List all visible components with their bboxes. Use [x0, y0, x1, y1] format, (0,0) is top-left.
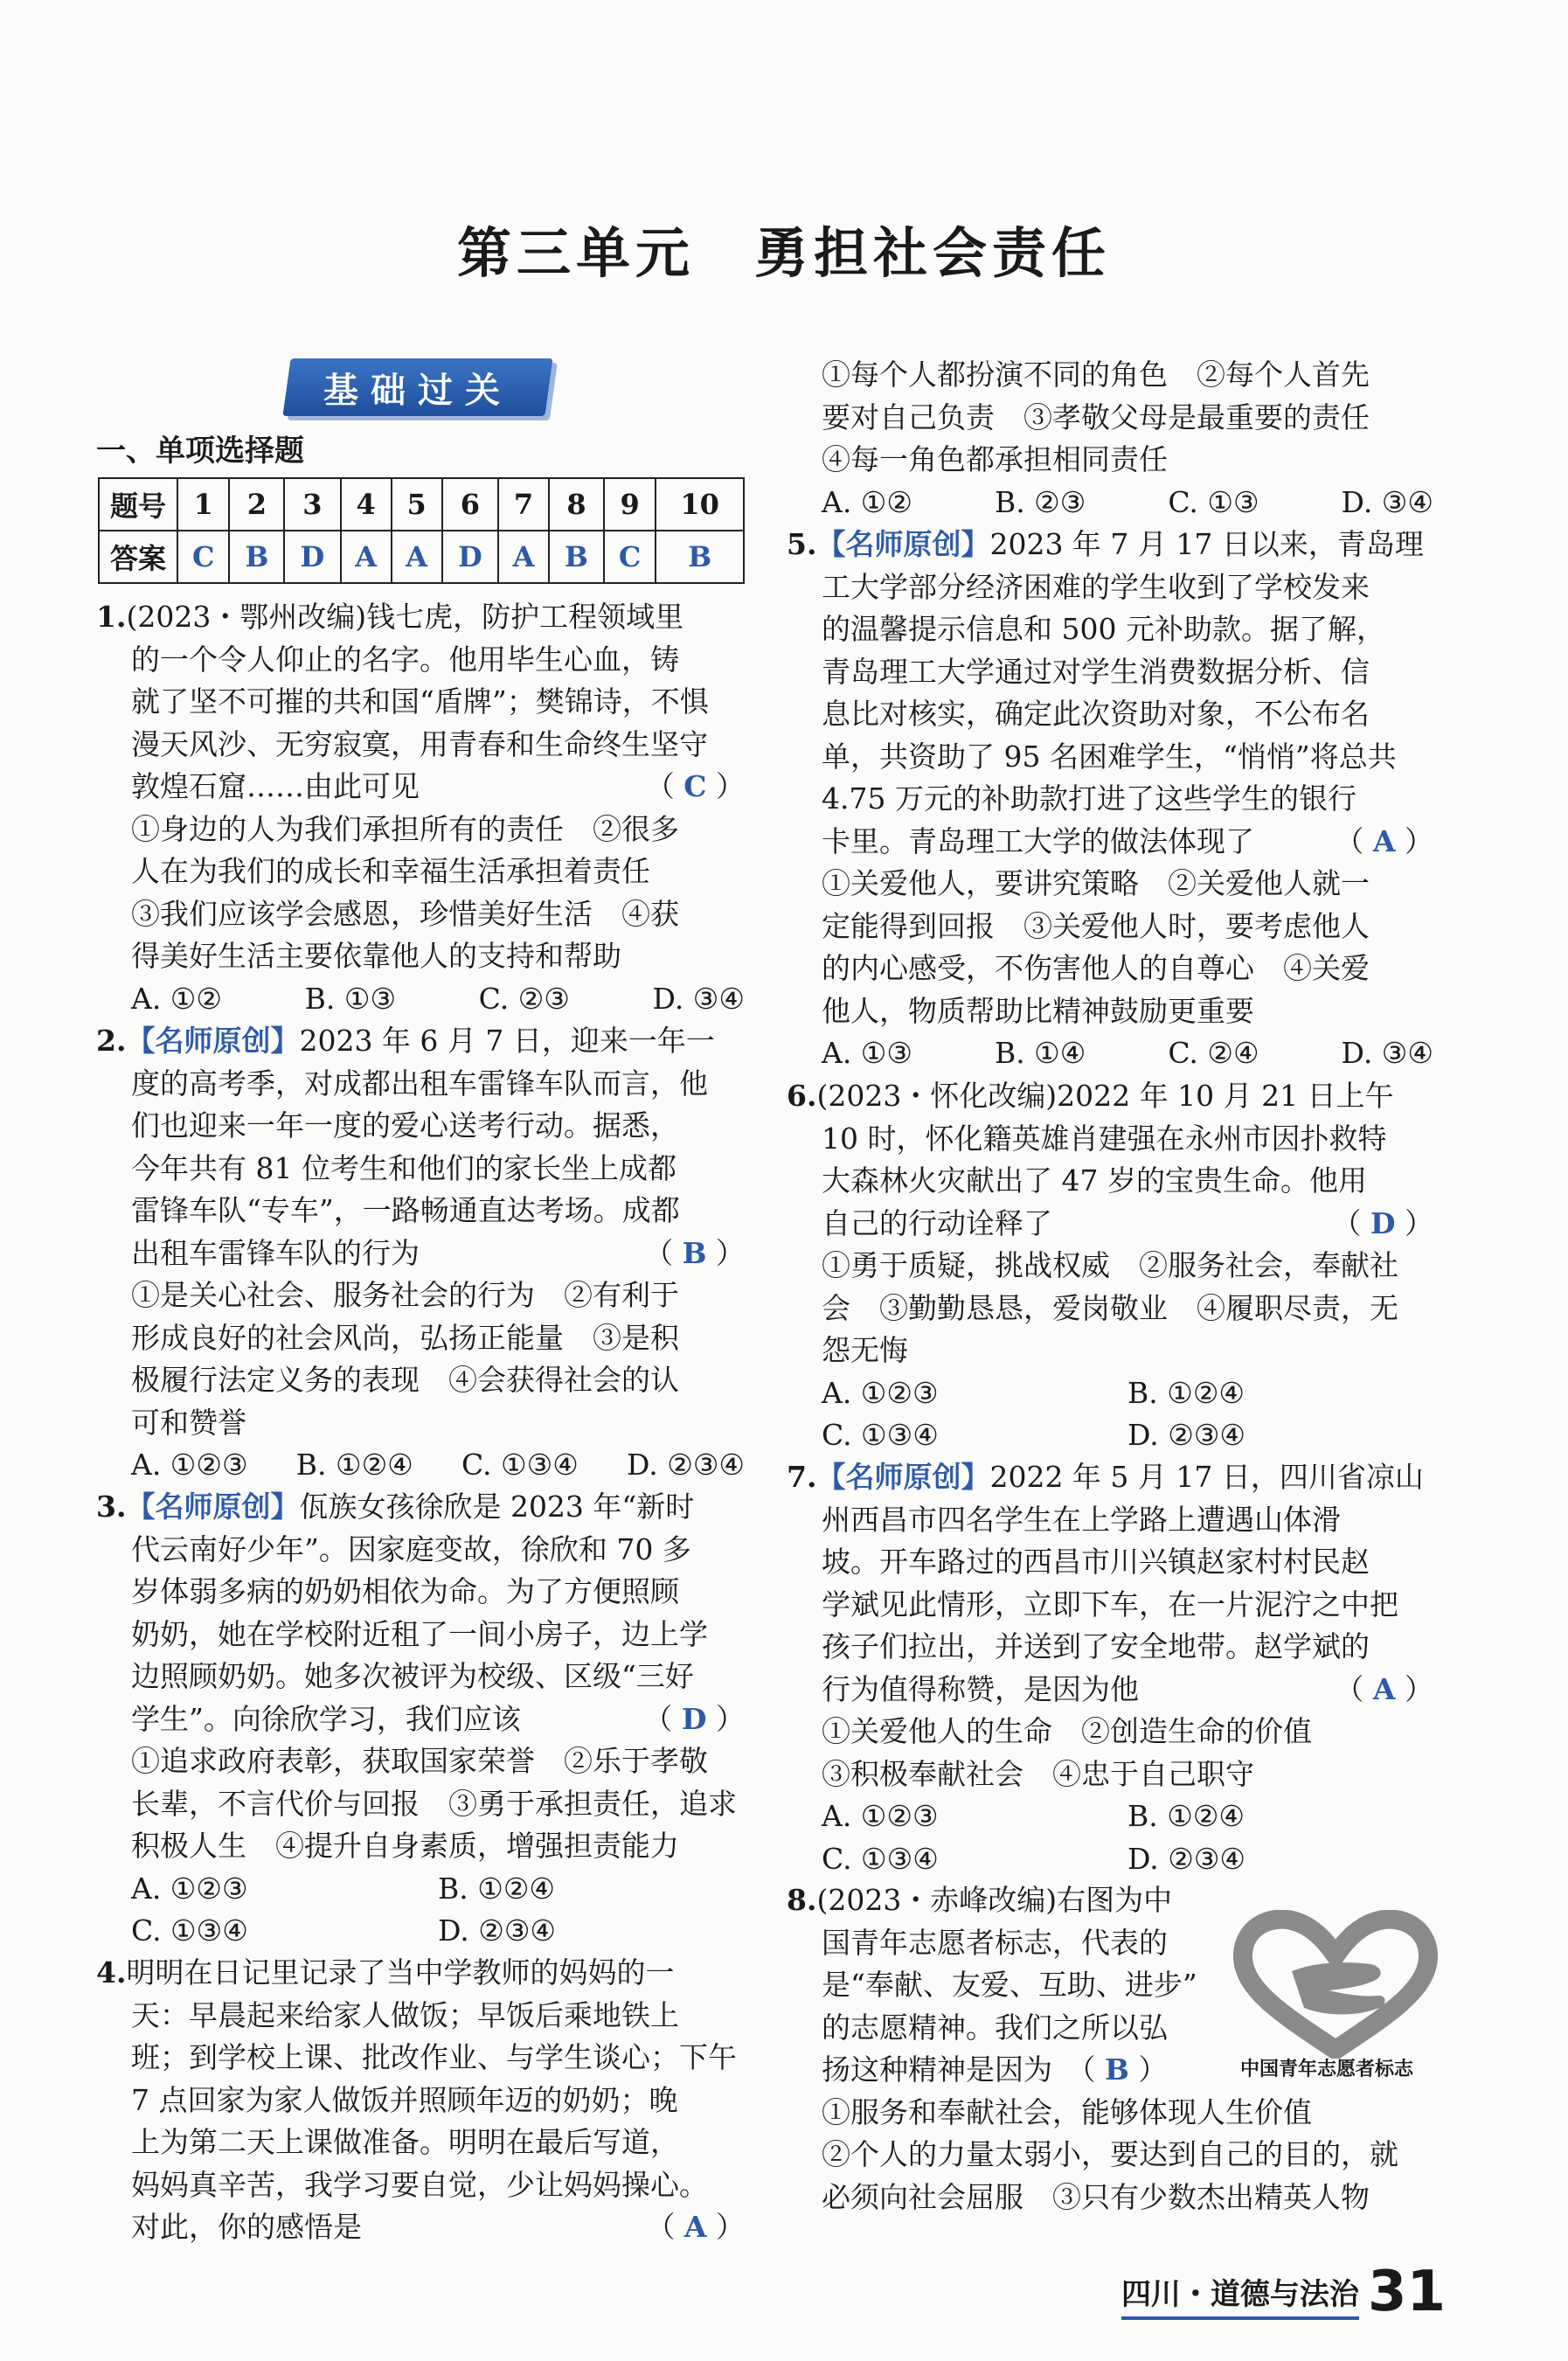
options-row [822, 482, 1433, 524]
question-5 [787, 524, 1433, 1075]
option: A. ①②③ [131, 1448, 248, 1482]
statement-line: ③积极奉献社会 ④忠于自己职守 [822, 1756, 1254, 1791]
section-banner [282, 358, 552, 416]
source-tag: 【名师原创】 [816, 527, 990, 561]
banner-label: 基础过关 [323, 370, 512, 411]
answer-bracket: （ A ） [1335, 823, 1433, 858]
question-stem-line: (2023・赤峰改编)右图为中 [816, 1883, 1173, 1917]
option: B. ①②④ [1127, 1375, 1245, 1410]
option: A. ①② [822, 484, 912, 519]
answer-table-number: 1 [177, 478, 229, 531]
heart-hand-icon [1231, 1910, 1440, 2059]
option: C. ②③ [478, 981, 570, 1016]
option: A. ①②③ [822, 1375, 939, 1410]
statement-line: 会 ③勤勤恳恳，爱岗敬业 ④履职尽责，无 [822, 1290, 1398, 1325]
statement-line: 怨无悔 [822, 1333, 908, 1367]
answer-table-number: 5 [392, 478, 442, 531]
question-stem-line: 4.75 万元的补助款打进了这些学生的银行 [822, 781, 1356, 816]
answer-table-number: 8 [549, 478, 604, 531]
answer-table-number: 10 [656, 478, 744, 531]
statement-line: 极履行法定义务的表现 ④会获得社会的认 [131, 1363, 679, 1397]
statement-line: ①追求政府表彰，获取国家荣誉 ②乐于孝敬 [131, 1744, 708, 1778]
option: D. ②③④ [438, 1913, 557, 1948]
options-row [131, 1444, 745, 1487]
answer-bracket: （ D ） [1332, 1205, 1433, 1240]
statement-line: 形成良好的社会风尚，弘扬正能量 ③是积 [131, 1320, 679, 1355]
question-stem-line: (2023・怀化改编)2022 年 10 月 21 日上午 [816, 1079, 1394, 1113]
statement-line: 他人，物质帮助比精神鼓励更重要 [822, 993, 1254, 1028]
answer-table-answer: A [392, 531, 442, 583]
answer-mark: C [683, 769, 707, 803]
question-stem-line: 对此，你的感悟是 [131, 2210, 362, 2244]
statement-line: ①每个人都扮演不同的角色 ②每个人首先 [822, 358, 1370, 392]
statement-line: ①勇于质疑，挑战权威 ②服务社会，奉献社 [822, 1248, 1398, 1282]
statement-line: ③我们应该学会感恩，珍惜美好生活 ④获 [131, 896, 679, 931]
options-grid [822, 1795, 1433, 1880]
source-tag: 【名师原创】 [126, 1490, 300, 1524]
question-stem-line: 妈妈真辛苦，我学习要自觉，少让妈妈操心。 [131, 2167, 708, 2202]
answer-mark: B [1105, 2052, 1129, 2087]
question-1 [96, 596, 745, 1020]
footer-subject: 四川・道德与法治 [1121, 2270, 1359, 2320]
question-stem-line: 漫天风沙、无穷寂寞，用青春和生命终生坚守 [131, 726, 708, 761]
answer-table-answer: B [656, 531, 744, 583]
question-stem-line: 大森林火灾献出了 47 岁的宝贵生命。他用 [822, 1163, 1367, 1198]
option: B. ①②④ [1127, 1799, 1245, 1833]
statement-line: 可和赞誉 [131, 1405, 246, 1440]
answer-table-answer: B [229, 531, 284, 583]
answer-table [98, 477, 745, 584]
question-stem-line: 天：早晨起来给家人做饭；早饭后乘地铁上 [131, 1997, 679, 2032]
question-stem-line: 卡里。青岛理工大学的做法体现了 [822, 823, 1254, 858]
options-row [822, 1032, 1433, 1075]
answer-table-number: 3 [284, 478, 340, 531]
statement-line: 人在为我们的成长和幸福生活承担着责任 [131, 854, 650, 888]
option: B. ①②④ [295, 1448, 413, 1482]
statement-line: 积极人生 ④提升自身素质，增强担责能力 [131, 1829, 679, 1863]
option: A. ①②③ [822, 1799, 939, 1833]
option: A. ①② [131, 981, 222, 1016]
answer-table-header-label: 题号 [99, 478, 177, 531]
answer-table-answer-label: 答案 [99, 531, 177, 583]
question-2 [96, 1020, 745, 1487]
answer-table-answer: A [498, 531, 549, 583]
answer-table-number: 6 [442, 478, 498, 531]
answer-bracket: （ B ） [644, 1235, 745, 1270]
question-stem-line: (2023・鄂州改编)钱七虎，防护工程领域里 [126, 600, 684, 634]
answer-bracket: （ A ） [646, 2210, 745, 2244]
option: D. ③④ [1341, 484, 1433, 519]
question-6 [787, 1075, 1433, 1457]
option: B. ①④ [994, 1036, 1086, 1070]
question-stem-line: 的温馨提示信息和 500 元补助款。据了解， [822, 612, 1385, 646]
option: D. ②③④ [1127, 1418, 1246, 1452]
question-stem-line: 度的高考季，对成都出租车雷锋车队而言，他 [131, 1066, 708, 1101]
question-stem-line: 坡。开车路过的西昌市川兴镇赵家村村民赵 [822, 1545, 1370, 1579]
question-3 [96, 1486, 745, 1953]
question-stem-line: 7 点回家为家人做饭并照顾年迈的奶奶；晚 [131, 2082, 678, 2117]
answer-table-numbers-row [99, 478, 744, 531]
question-stem-line: 就了坚不可摧的共和国“盾牌”；樊锦诗，不惧 [131, 684, 709, 719]
question-stem-line: 自己的行动诠释了 [822, 1205, 1052, 1240]
page-number: 31 [1367, 2260, 1446, 2324]
question-stem-line: 青岛理工大学通过对学生消费数据分析、信 [822, 654, 1370, 689]
question-stem-line: 行为值得称赞，是因为他 [822, 1671, 1139, 1706]
question-stem-line: 扬这种精神是因为 [822, 2052, 1052, 2087]
options-grid [822, 1372, 1433, 1457]
option: B. ①③ [304, 981, 397, 1016]
option: C. ①③④ [131, 1913, 248, 1948]
statement-line: ①是关心社会、服务社会的行为 ②有利于 [131, 1278, 679, 1312]
question-stem-line: 息比对核实，确定此次资助对象，不公布名 [822, 697, 1370, 731]
answer-table-answer: C [604, 531, 656, 583]
answer-mark: A [1372, 823, 1396, 858]
answer-table-number: 7 [498, 478, 549, 531]
answer-bracket: （ C ） [645, 769, 745, 803]
question-stem-line: 们也迎来一年一度的爱心送考行动。据悉， [131, 1108, 679, 1142]
option: D. ②③④ [1127, 1841, 1246, 1876]
statement-line: ②个人的力量太弱小，要达到自己的目的，就 [822, 2137, 1398, 2171]
options-row [131, 978, 745, 1021]
question-stem-line: 学生”。向徐欣学习，我们应该 [131, 1701, 521, 1736]
option: D. ③④ [652, 981, 745, 1016]
option: D. ②③④ [626, 1448, 745, 1482]
statement-line: ④每一角色都承担相同责任 [822, 442, 1168, 476]
answer-table-answer: D [284, 531, 340, 583]
option: A. ①②③ [131, 1871, 248, 1906]
question-stem-line: 2023 年 6 月 7 日，迎来一年一 [299, 1024, 715, 1058]
question-stem-line: 敦煌石窟……由此可见 [131, 769, 420, 803]
question-number: 7. [787, 1460, 817, 1494]
source-tag: 【名师原创】 [126, 1024, 300, 1058]
statement-line: 必须向社会屈服 ③只有少数杰出精英人物 [822, 2179, 1370, 2214]
option: C. ①③④ [461, 1448, 579, 1482]
question-stem-line: 2022 年 5 月 17 日，四川省凉山 [989, 1460, 1424, 1494]
question-stem-line: 学斌见此情形，立即下车，在一片泥泞之中把 [822, 1587, 1398, 1621]
question-stem-line: 10 时，怀化籍英雄肖建强在永州市因扑救特 [822, 1121, 1387, 1156]
option: B. ②③ [994, 484, 1086, 519]
answer-table-answers-row [99, 531, 744, 583]
option: B. ①②④ [438, 1871, 555, 1906]
question-number: 5. [787, 527, 817, 561]
question-number: 2. [96, 1024, 127, 1058]
statement-line: 要对自己负责 ③孝敬父母是最重要的责任 [822, 399, 1370, 434]
question-stem-line: 是“奉献、友爱、互助、进步” [822, 1968, 1197, 2002]
question-stem-line: 佤族女孩徐欣是 2023 年“新时 [299, 1490, 695, 1524]
question-stem-line: 工大学部分经济困难的学生收到了学校发来 [822, 569, 1370, 604]
answer-table-number: 4 [341, 478, 392, 531]
question-4 [96, 1952, 745, 2249]
answer-bracket: （ D ） [643, 1701, 745, 1736]
page-title: 第三单元 勇担社会责任 [456, 221, 1111, 285]
section-title: 一、单项选择题 [96, 434, 304, 469]
question-stem-line: 代云南好少年”。因家庭变故，徐欣和 70 多 [131, 1531, 691, 1566]
answer-table-answer: D [442, 531, 498, 583]
question-4-continued [822, 354, 1433, 524]
option: A. ①③ [822, 1036, 912, 1070]
question-stem-line: 的志愿精神。我们之所以弘 [822, 2010, 1168, 2045]
statement-line: 的内心感受，不伤害他人的自尊心 ④关爱 [822, 951, 1370, 985]
statement-line: ①服务和奉献社会，能够体现人生价值 [822, 2094, 1312, 2129]
answer-table-number: 2 [229, 478, 284, 531]
question-stem-line: 明明在日记里记录了当中学教师的妈妈的一 [126, 1955, 675, 1989]
question-stem-line: 边照顾奶奶。她多次被评为校级、区级“三好 [131, 1659, 694, 1693]
question-stem-line: 岁体弱多病的奶奶相依为命。为了方便照顾 [131, 1574, 679, 1608]
answer-mark: A [1372, 1671, 1396, 1706]
statement-line: ①关爱他人，要讲究策略 ②关爱他人就一 [822, 866, 1370, 900]
answer-table-answer: B [549, 531, 604, 583]
question-stem-line: 州西昌市四名学生在上学路上遭遇山体滑 [822, 1502, 1341, 1537]
answer-mark: A [683, 2210, 707, 2244]
question-number: 1. [96, 600, 127, 634]
question-stem-line: 孩子们拉出，并送到了安全地带。赵学斌的 [822, 1629, 1370, 1663]
question-stem-line: 的一个令人仰止的名字。他用毕生心血，铸 [131, 642, 679, 677]
question-stem-line: 国青年志愿者标志，代表的 [822, 1925, 1168, 1960]
answer-mark: B [682, 1235, 707, 1270]
statement-line: 定能得到回报 ③关爱他人时，要考虑他人 [822, 908, 1370, 943]
statement-line: 得美好生活主要依靠他人的支持和帮助 [131, 939, 621, 973]
option: C. ①③④ [822, 1841, 939, 1876]
question-number: 8. [787, 1883, 817, 1917]
question-number: 4. [96, 1955, 127, 1989]
question-7 [787, 1456, 1433, 1880]
question-stem-line: 奶奶，她在学校附近租了一间小房子，边上学 [131, 1616, 708, 1651]
option: C. ①③ [1168, 484, 1259, 519]
question-stem-line: 雷锋车队“专车”，一路畅通直达考场。成都 [131, 1193, 680, 1227]
option: D. ③④ [1341, 1036, 1433, 1070]
question-stem-line: 今年共有 81 位考生和他们的家长坐上成都 [131, 1150, 676, 1185]
source-tag: 【名师原创】 [816, 1460, 990, 1494]
answer-table-answer: A [341, 531, 392, 583]
question-stem-line: 2023 年 7 月 17 日以来，青岛理 [989, 527, 1424, 561]
answer-mark: D [1370, 1205, 1396, 1240]
page-footer [1120, 2260, 1446, 2324]
logo-caption: 中国青年志愿者标志 [1239, 2059, 1413, 2080]
statement-line: ①身边的人为我们承担所有的责任 ②很多 [131, 811, 679, 846]
question-stem-line: 出租车雷锋车队的行为 [131, 1235, 420, 1270]
answer-table-number: 9 [604, 478, 656, 531]
answer-mark: D [681, 1701, 707, 1736]
option: C. ②④ [1168, 1036, 1259, 1070]
answer-bracket: （ A ） [1335, 1671, 1433, 1706]
statement-line: ①关爱他人的生命 ②创造生命的价值 [822, 1714, 1312, 1748]
question-stem-line: 上为第二天上课做准备。明明在最后写道， [131, 2125, 679, 2159]
answer-table-answer: C [177, 531, 229, 583]
question-stem-line: 班；到学校上课、批改作业、与学生谈心；下午 [131, 2040, 737, 2074]
question-number: 3. [96, 1490, 127, 1524]
question-stem-line: 单，共资助了 95 名困难学生，“悄悄”将总共 [822, 739, 1397, 774]
statement-line: 长辈，不言代价与回报 ③勇于承担责任，追求 [131, 1786, 737, 1821]
question-number: 6. [787, 1079, 817, 1113]
option: C. ①③④ [822, 1418, 939, 1452]
answer-bracket: （ B ） [1052, 2052, 1168, 2087]
options-grid [131, 1868, 745, 1953]
